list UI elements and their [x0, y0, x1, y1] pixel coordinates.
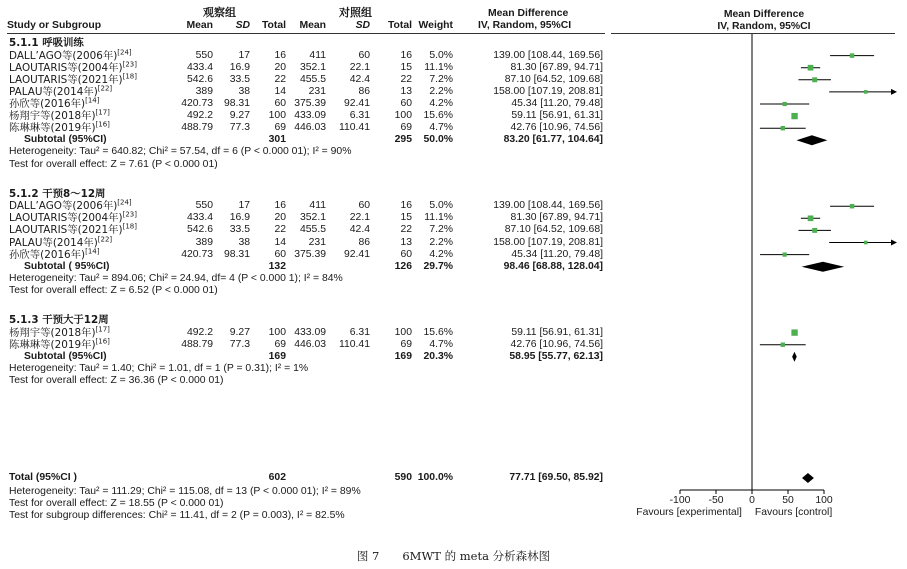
subgroup-test-text: Test for subgroup differences: Chi² = 11.41, df = 2 (P = 0.003), I² = 82.5% [9, 510, 345, 521]
study-label: PALAU等(2014年) [9, 236, 98, 249]
cell-total-exp: 69 [274, 338, 286, 350]
cell-sd-ctl: 110.41 [338, 338, 370, 350]
cell-total-ctl: 16 [400, 49, 412, 61]
header-weight: Weight [418, 20, 453, 31]
study-marker [850, 53, 854, 57]
cell-ci: 139.00 [108.44, 169.56] [493, 49, 603, 61]
total-total-ctl: 590 [394, 472, 412, 483]
study-reference: [22] [97, 235, 113, 244]
header-mean-ctl: Mean [299, 20, 326, 31]
plot-header-subtitle: IV, Random, 95%CI [717, 21, 811, 32]
header-sd-ctl: SD [355, 20, 370, 31]
cell-total-ctl: 15 [400, 212, 412, 224]
cell-weight: 15.6% [423, 326, 453, 338]
cell-total-exp: 22 [274, 224, 286, 236]
study-label: LAOUTARIS等(2004年) [9, 61, 123, 74]
cell-total-ctl: 15 [400, 61, 412, 73]
cell-sd-exp: 98.31 [223, 248, 250, 260]
study-label: 孙欣等(2016年) [9, 248, 86, 261]
cell-total-exp: 14 [274, 85, 286, 97]
subtotal-total-ctl: 295 [394, 134, 412, 146]
cell-weight: 15.6% [423, 110, 453, 122]
cell-ci: 87.10 [64.52, 109.68] [504, 224, 603, 236]
cell-mean-ctl: 375.39 [294, 248, 326, 260]
total-total-exp: 602 [268, 472, 286, 483]
cell-sd-exp: 9.27 [229, 110, 250, 122]
subtotal-total-exp: 301 [268, 134, 286, 146]
cell-mean-exp: 420.73 [181, 98, 213, 109]
cell-total-exp: 20 [274, 212, 286, 224]
header-group-control: 对照组 [339, 6, 372, 19]
study-label: 杨翔宇等(2018年) [9, 110, 96, 123]
cell-sd-ctl: 60 [358, 49, 370, 61]
subtotal-ci: 83.20 [61.77, 104.64] [503, 134, 603, 146]
cell-weight: 5.0% [429, 49, 453, 61]
cell-sd-exp: 77.3 [229, 338, 250, 350]
cell-total-exp: 69 [274, 122, 286, 134]
cell-ci: 158.00 [107.19, 208.81] [493, 236, 603, 248]
cell-total-ctl: 60 [400, 98, 412, 109]
cell-weight: 2.2% [429, 236, 453, 248]
study-label: DALL’AGO等(2006年) [9, 49, 118, 62]
subtotal-label: Subtotal ( 95%CI) [24, 260, 110, 272]
cell-weight: 2.2% [429, 85, 453, 97]
cell-ci: 59.11 [56.91, 61.31] [511, 110, 603, 122]
cell-mean-exp: 492.2 [186, 326, 213, 338]
study-label: PALAU等(2014年) [9, 85, 98, 98]
cell-weight: 11.1% [424, 61, 453, 73]
cell-weight: 11.1% [424, 212, 453, 224]
cell-mean-ctl: 375.39 [294, 98, 326, 109]
total-heterogeneity-text: Heterogeneity: Tau² = 111.29; Chi² = 115.08, df = 13 (P < 0.000 01); I² = 89% [9, 486, 361, 497]
cell-total-exp: 60 [274, 248, 286, 260]
cell-mean-ctl: 446.03 [294, 338, 326, 350]
study-reference: [16] [95, 337, 110, 346]
cell-sd-ctl: 92.41 [343, 98, 370, 109]
cell-total-exp: 100 [268, 326, 286, 338]
cell-mean-ctl: 455.5 [299, 73, 326, 85]
cell-ci: 45.34 [11.20, 79.48] [511, 98, 603, 109]
ci-arrow [891, 89, 897, 95]
plot-header-title: Mean Difference [723, 9, 805, 20]
cell-total-exp: 22 [274, 73, 286, 85]
header-total-exp: Total [261, 20, 286, 31]
x-tick-label: 0 [749, 495, 755, 506]
cell-total-exp: 100 [268, 110, 286, 122]
cell-sd-exp: 9.27 [229, 326, 250, 338]
study-label: 陈琳琳等(2019年) [9, 122, 96, 135]
cell-sd-exp: 33.5 [229, 224, 250, 236]
subtotal-label: Subtotal (95%CI) [24, 350, 107, 362]
group-title: 5.1.1 呼吸训练 [9, 37, 84, 49]
study-marker [864, 90, 868, 94]
figure-caption: 图 7 6MWT 的 meta 分析森林图 [356, 549, 551, 563]
cell-sd-ctl: 60 [358, 200, 370, 212]
cell-mean-ctl: 433.09 [294, 326, 326, 338]
study-reference: [23] [122, 210, 137, 219]
favours-right-label: Favours [control] [754, 507, 833, 518]
total-effect-text: Test for overall effect: Z = 18.55 (P < 0.000 01) [9, 498, 224, 509]
cell-mean-ctl: 446.03 [294, 122, 326, 134]
cell-sd-ctl: 22.1 [349, 212, 370, 224]
subtotal-ci: 98.46 [68.88, 128.04] [503, 260, 603, 272]
overall-effect-text: Test for overall effect: Z = 7.61 (P < 0.000 01) [9, 158, 218, 170]
study-reference: [23] [122, 60, 137, 69]
study-reference: [18] [122, 222, 137, 231]
header-md-sub: IV, Random, 95%CI [478, 20, 572, 31]
cell-sd-ctl: 86 [358, 236, 370, 248]
overall-effect-text: Test for overall effect: Z = 6.52 (P < 0.000 01) [9, 284, 218, 296]
cell-weight: 4.2% [429, 98, 453, 109]
cell-total-exp: 16 [274, 200, 286, 212]
header-group-experimental: 观察组 [203, 6, 236, 19]
study-label: LAOUTARIS等(2021年) [9, 73, 123, 86]
cell-mean-exp: 389 [195, 85, 213, 97]
total-ci: 77.71 [69.50, 85.92] [509, 472, 603, 483]
group-title: 5.1.3 干预大于12周 [9, 314, 109, 326]
cell-weight: 7.2% [429, 224, 453, 236]
study-reference: [22] [97, 84, 113, 93]
cell-mean-exp: 488.79 [181, 122, 213, 134]
study-label: DALL’AGO等(2006年) [9, 200, 118, 213]
subtotal-weight: 20.3% [423, 350, 453, 362]
header-total-ctl: Total [387, 20, 412, 31]
cell-total-ctl: 22 [400, 73, 412, 85]
study-reference: [16] [95, 120, 110, 129]
cell-total-ctl: 60 [400, 248, 412, 260]
cell-weight: 5.0% [429, 200, 453, 212]
cell-sd-ctl: 42.4 [349, 224, 370, 236]
cell-weight: 4.7% [429, 338, 453, 350]
cell-total-ctl: 16 [400, 200, 412, 212]
cell-sd-exp: 17 [238, 200, 250, 212]
cell-total-ctl: 13 [400, 85, 412, 97]
study-marker [812, 228, 817, 233]
header-study: Study or Subgroup [7, 20, 102, 31]
overall-diamond [802, 473, 814, 483]
cell-total-exp: 14 [274, 236, 286, 248]
study-reference: [24] [117, 48, 132, 57]
heterogeneity-text: Heterogeneity: Tau² = 894.06; Chi² = 24.94, df= 4 (P < 0.000 1); I² = 84% [9, 272, 343, 284]
header-md-title: Mean Difference [488, 8, 569, 19]
study-marker [808, 215, 814, 221]
favours-left-label: Favours [experimental] [636, 507, 742, 518]
cell-mean-exp: 433.4 [186, 212, 213, 224]
cell-mean-ctl: 411 [309, 49, 326, 61]
cell-ci: 81.30 [67.89, 94.71] [510, 61, 603, 73]
cell-sd-exp: 38 [238, 85, 250, 97]
study-reference: [17] [95, 325, 110, 334]
study-reference: [17] [95, 108, 110, 117]
cell-mean-ctl: 352.1 [299, 212, 326, 224]
study-label: 杨翔宇等(2018年) [9, 326, 96, 339]
study-marker [781, 343, 785, 347]
cell-mean-ctl: 455.5 [299, 224, 326, 236]
cell-ci: 139.00 [108.44, 169.56] [493, 200, 603, 212]
x-tick-label: -100 [669, 495, 691, 506]
study-reference: [14] [85, 96, 100, 105]
heterogeneity-text: Heterogeneity: Tau² = 1.40; Chi² = 1.01, df = 1 (P = 0.31); I² = 1% [9, 362, 309, 374]
header-sd-exp: SD [235, 20, 250, 31]
overall-effect-text: Test for overall effect: Z = 36.36 (P < 0.000 01) [9, 375, 224, 386]
cell-total-exp: 20 [274, 61, 286, 73]
x-tick-label: -50 [708, 495, 724, 506]
cell-total-exp: 60 [274, 98, 286, 109]
cell-sd-exp: 38 [238, 236, 250, 248]
study-reference: [18] [122, 72, 137, 81]
subtotal-ci: 58.95 [55.77, 62.13] [509, 350, 603, 362]
study-marker [808, 65, 814, 71]
subtotal-diamond [796, 135, 827, 145]
cell-sd-exp: 16.9 [229, 61, 250, 73]
cell-ci: 42.76 [10.96, 74.56] [510, 122, 603, 134]
cell-mean-exp: 542.6 [186, 224, 213, 236]
cell-mean-ctl: 231 [308, 236, 326, 248]
subtotal-total-ctl: 169 [394, 350, 412, 362]
cell-sd-exp: 33.5 [229, 73, 250, 85]
cell-weight: 4.2% [429, 248, 453, 260]
cell-sd-ctl: 6.31 [349, 110, 370, 122]
cell-mean-exp: 550 [195, 49, 213, 61]
x-tick-label: 50 [782, 495, 794, 506]
subtotal-total-ctl: 126 [394, 260, 412, 272]
cell-total-ctl: 100 [394, 326, 412, 338]
group-title: 5.1.2 干预8～12周 [9, 187, 106, 200]
cell-mean-exp: 488.79 [181, 338, 213, 350]
study-marker [864, 241, 868, 245]
cell-mean-ctl: 433.09 [294, 110, 326, 122]
subtotal-label: Subtotal (95%CI) [24, 134, 107, 146]
study-marker [850, 204, 854, 208]
cell-weight: 4.7% [429, 122, 453, 134]
total-label: Total (95%CI ) [9, 472, 77, 483]
study-reference: [24] [117, 198, 132, 207]
cell-sd-ctl: 6.31 [349, 326, 370, 338]
cell-sd-exp: 77.3 [229, 122, 250, 134]
study-marker [812, 77, 817, 82]
study-marker [781, 126, 785, 130]
subtotal-diamond [792, 352, 797, 362]
cell-ci: 81.30 [67.89, 94.71] [510, 212, 603, 224]
cell-ci: 87.10 [64.52, 109.68] [504, 73, 603, 85]
cell-mean-exp: 420.73 [181, 248, 213, 260]
cell-weight: 7.2% [429, 73, 453, 85]
study-marker [783, 102, 787, 106]
study-label: LAOUTARIS等(2004年) [9, 212, 123, 225]
study-marker [791, 113, 797, 119]
cell-sd-exp: 98.31 [223, 98, 250, 109]
subtotal-weight: 29.7% [423, 260, 453, 272]
header-mean-exp: Mean [186, 20, 213, 31]
study-marker [783, 252, 787, 256]
subtotal-total-exp: 169 [268, 350, 286, 362]
study-label: 孙欣等(2016年) [9, 98, 86, 110]
cell-total-ctl: 13 [400, 236, 412, 248]
cell-total-ctl: 100 [394, 110, 412, 122]
cell-ci: 45.34 [11.20, 79.48] [511, 248, 603, 260]
subtotal-diamond [802, 262, 845, 272]
x-tick-label: 100 [815, 495, 833, 506]
cell-ci: 158.00 [107.19, 208.81] [493, 85, 603, 97]
cell-sd-ctl: 92.41 [343, 248, 370, 260]
cell-sd-ctl: 86 [358, 85, 370, 97]
cell-sd-ctl: 22.1 [349, 61, 370, 73]
cell-mean-exp: 389 [195, 236, 213, 248]
cell-mean-ctl: 411 [309, 200, 326, 212]
ci-arrow [891, 240, 897, 246]
cell-ci: 59.11 [56.91, 61.31] [511, 326, 603, 338]
cell-sd-exp: 16.9 [229, 212, 250, 224]
study-reference: [14] [85, 247, 100, 256]
cell-mean-exp: 433.4 [186, 61, 213, 73]
cell-mean-exp: 550 [195, 200, 213, 212]
cell-total-exp: 16 [274, 49, 286, 61]
subtotal-total-exp: 132 [268, 260, 286, 272]
cell-ci: 42.76 [10.96, 74.56] [510, 338, 603, 350]
cell-sd-ctl: 42.4 [349, 73, 370, 85]
study-label: LAOUTARIS等(2021年) [9, 224, 123, 237]
cell-mean-exp: 492.2 [186, 110, 213, 122]
heterogeneity-text: Heterogeneity: Tau² = 640.82; Chi² = 57.54, df = 6 (P < 0.000 01); I² = 90% [9, 146, 352, 158]
cell-total-ctl: 69 [400, 338, 412, 350]
cell-mean-ctl: 231 [308, 85, 326, 97]
cell-sd-ctl: 110.41 [338, 122, 370, 134]
study-label: 陈琳琳等(2019年) [9, 338, 96, 351]
cell-mean-ctl: 352.1 [299, 61, 326, 73]
cell-total-ctl: 69 [400, 122, 412, 134]
subtotal-weight: 50.0% [423, 134, 453, 146]
cell-mean-exp: 542.6 [186, 73, 213, 85]
cell-total-ctl: 22 [400, 224, 412, 236]
cell-sd-exp: 17 [238, 49, 250, 61]
study-marker [791, 329, 797, 335]
total-weight: 100.0% [417, 472, 453, 483]
